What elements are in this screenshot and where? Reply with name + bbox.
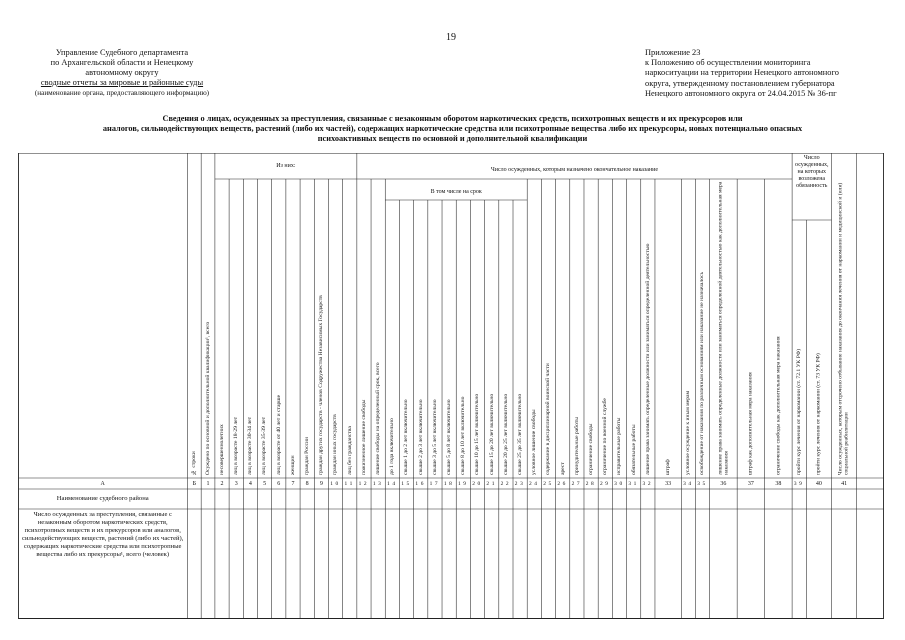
column-number-0: А (100, 481, 105, 487)
column-number-26: 25 (543, 481, 554, 487)
column-header-6: лиц в возрасте 35-39 лет (261, 416, 268, 475)
column-number-31: 30 (614, 481, 625, 487)
column-header-7: лиц в возрасте от 40 лет и старше (275, 394, 282, 475)
appendix-reference (645, 48, 885, 99)
column-number-11: 10 (330, 481, 341, 487)
column-header-39: ограничение свободы как дополнительная мера наказания (775, 336, 782, 475)
column-header-1: № строки (191, 451, 198, 475)
column-number-37: 36 (720, 481, 727, 487)
column-header-13: пожизненное лишение свободы (360, 399, 367, 475)
column-header-18: свыше 3 до 5 лет включительно (431, 399, 438, 475)
column-number-3: 2 (220, 481, 224, 487)
column-header-11: граждан иных государств (332, 414, 339, 475)
authority-line-3: автономному округу (85, 68, 159, 77)
column-header-41: пройти курс лечения от наркомании (ст. 73 УК РФ) (815, 353, 822, 475)
issuing-authority (22, 48, 222, 98)
column-header-38: штраф как дополнительная мера наказания (747, 372, 754, 475)
column-number-19: 18 (443, 481, 455, 487)
column-number-5: 4 (248, 481, 252, 487)
column-number-42: 41 (841, 481, 848, 487)
document-title (40, 114, 865, 144)
column-header-15: до 1 года включительно (389, 418, 396, 475)
column-number-13: 12 (358, 481, 370, 487)
column-number-2: 1 (206, 481, 210, 487)
row-court-district: Наименование судебного района (56, 495, 149, 502)
title-line-2: аналогов, сильнодействующих веществ, растений (либо их частей), содержащих наркотические средства или психотропные вещества либо их прекурсоры, новых потенциально опасных (102, 124, 803, 133)
appendix-line-3: наркоситуации на территории Ненецкого автономного (645, 68, 839, 78)
column-number-10: 9 (319, 481, 323, 487)
column-header-17: свыше 2 до 3 лет включительно (417, 399, 424, 475)
column-number-32: 31 (628, 481, 639, 487)
authority-report-type: сводные отчеты за мировые и районные суды (40, 78, 204, 87)
column-number-22: 21 (486, 481, 497, 487)
column-number-9: 8 (305, 481, 309, 487)
title-line-3: психоактивных веществ по основной и дополнительной квалификации (317, 134, 588, 143)
column-number-16: 15 (401, 481, 412, 487)
appendix-line-1: Приложение 23 (645, 48, 701, 57)
column-number-41: 40 (815, 481, 822, 487)
column-header-10: граждан других государств - членов Содружества Независимых Государств (318, 295, 325, 475)
title-line-1: Сведения о лицах, осужденных за преступления, связанные с незаконным оборотом наркотических средств, психотропных веществ и их прекурсоров или (162, 114, 743, 123)
statistics-table (18, 153, 884, 619)
group-header-terms: В том числе на срок (430, 189, 482, 195)
column-number-4: 3 (234, 481, 238, 487)
authority-line-2: по Архангельской области и Ненецкому (50, 58, 194, 67)
column-header-42: Число осужденных, которым отсрочено отбывание наказания до окончания лечения от наркомании и медицинской и (или) социальной реабилитации (838, 182, 851, 475)
appendix-line-5: Ненецкого автономного округа от 24.04.2015 № 36-пг (645, 88, 837, 98)
column-header-35: условное осуждение к иным мерам (685, 390, 692, 475)
column-header-3: несовершеннолетних (218, 424, 225, 475)
column-header-36: освобождение от наказания по различным основаниям или наказание не назначалось (699, 271, 706, 475)
column-number-30: 29 (599, 481, 611, 487)
column-header-4: лиц в возрасте 18-29 лет (233, 416, 240, 475)
column-header-28: принудительные работы (573, 416, 580, 475)
column-number-28: 27 (571, 481, 583, 487)
authority-line-1: Управление Судебного департамента (55, 48, 189, 57)
column-header-32: обязательные работы (630, 424, 637, 475)
column-header-34: штраф (665, 459, 672, 475)
column-header-27: арест (559, 462, 566, 475)
column-number-20: 19 (458, 481, 469, 487)
column-header-40: пройти курс лечения от наркомании (ст. 72.1 УК РФ) (796, 349, 803, 475)
column-number-17: 16 (415, 481, 427, 487)
column-header-33: лишение права занимать определенные должности или заниматься определенной деятельностью (644, 243, 651, 475)
column-number-25: 24 (528, 481, 540, 487)
column-number-27: 26 (557, 481, 568, 487)
column-header-31: исправительные работы (616, 417, 623, 475)
column-header-2: Осуждено по основной и дополнительной квалификации¹, всего (205, 321, 212, 475)
column-number-23: 22 (500, 481, 512, 487)
column-number-12: 11 (344, 481, 355, 487)
column-header-23: свыше 20 до 25 лет включительно (502, 393, 509, 475)
column-number-29: 28 (585, 481, 597, 487)
column-number-36: 35 (697, 481, 708, 487)
column-number-35: 34 (683, 481, 694, 487)
authority-caption: (наименование органа, предоставляющего информацию) (34, 89, 210, 97)
column-number-34: 33 (665, 481, 672, 487)
column-number-18: 17 (429, 481, 441, 487)
column-header-12: лиц без гражданства (346, 426, 353, 475)
column-header-21: свыше 10 до 15 лет включительно (474, 393, 481, 475)
column-header-22: свыше 15 до 20 лет включительно (488, 393, 495, 475)
column-header-19: свыше 5 до 8 лет включительно (446, 399, 453, 475)
column-header-5: лиц в возрасте 30-34 лет (247, 416, 254, 475)
group-header-punished: Число осужденных, которым назначено окончательное наказание (490, 167, 659, 173)
column-header-14: лишение свободы на определенный срок, всего (375, 362, 382, 475)
column-header-16: свыше 1 до 2 лет включительно (403, 399, 410, 475)
column-number-14: 13 (372, 481, 384, 487)
column-number-21: 20 (472, 481, 483, 487)
column-header-26: содержание в дисциплинарной воинской части (545, 363, 552, 475)
group-header-obligation: Число осужденных, на которых возложена обязанность (795, 155, 829, 189)
page-number: 19 (446, 32, 456, 43)
column-number-33: 32 (642, 481, 654, 487)
column-header-9: граждан России (304, 436, 311, 475)
column-number-24: 23 (514, 481, 526, 487)
column-header-20: свыше 8 до 10 лет включительно (460, 396, 467, 475)
column-number-1: Б (192, 481, 197, 487)
column-number-7: 6 (277, 481, 281, 487)
column-number-15: 14 (387, 481, 398, 487)
column-header-25: условное лишение свободы (531, 409, 538, 475)
column-number-40: 39 (793, 481, 805, 487)
column-number-8: 7 (291, 481, 295, 487)
column-number-39: 38 (775, 481, 782, 487)
appendix-line-4: округа, утвержденному постановлением губернатора (645, 78, 835, 88)
column-number-6: 5 (263, 481, 267, 487)
column-number-38: 37 (747, 481, 754, 487)
group-header-of-them: Из них: (276, 163, 296, 169)
row-convicted-count: Число осужденных за преступления, связанные с незаконным оборотом наркотических средств, психотропных веществ и их прекурсоров или аналогов, сильнодействующих веществ, растений (либо их частей), содержащих наркотические средства или психотропные вещества либо их прекурсоры¹, всего (человек) (22, 511, 184, 559)
column-header-29: ограничение свободы (588, 423, 595, 475)
column-header-30: ограничение по военной службе (602, 398, 609, 475)
appendix-line-2: к Положению об осуществлении мониторинга (645, 58, 811, 68)
column-header-37: лишение права занимать определенные должности или заниматься определенной деятельностью как дополнительная мера наказания (717, 181, 730, 475)
column-header-8: женщин (289, 455, 296, 475)
column-header-24: свыше 25 до 35 лет включительно (517, 393, 524, 475)
